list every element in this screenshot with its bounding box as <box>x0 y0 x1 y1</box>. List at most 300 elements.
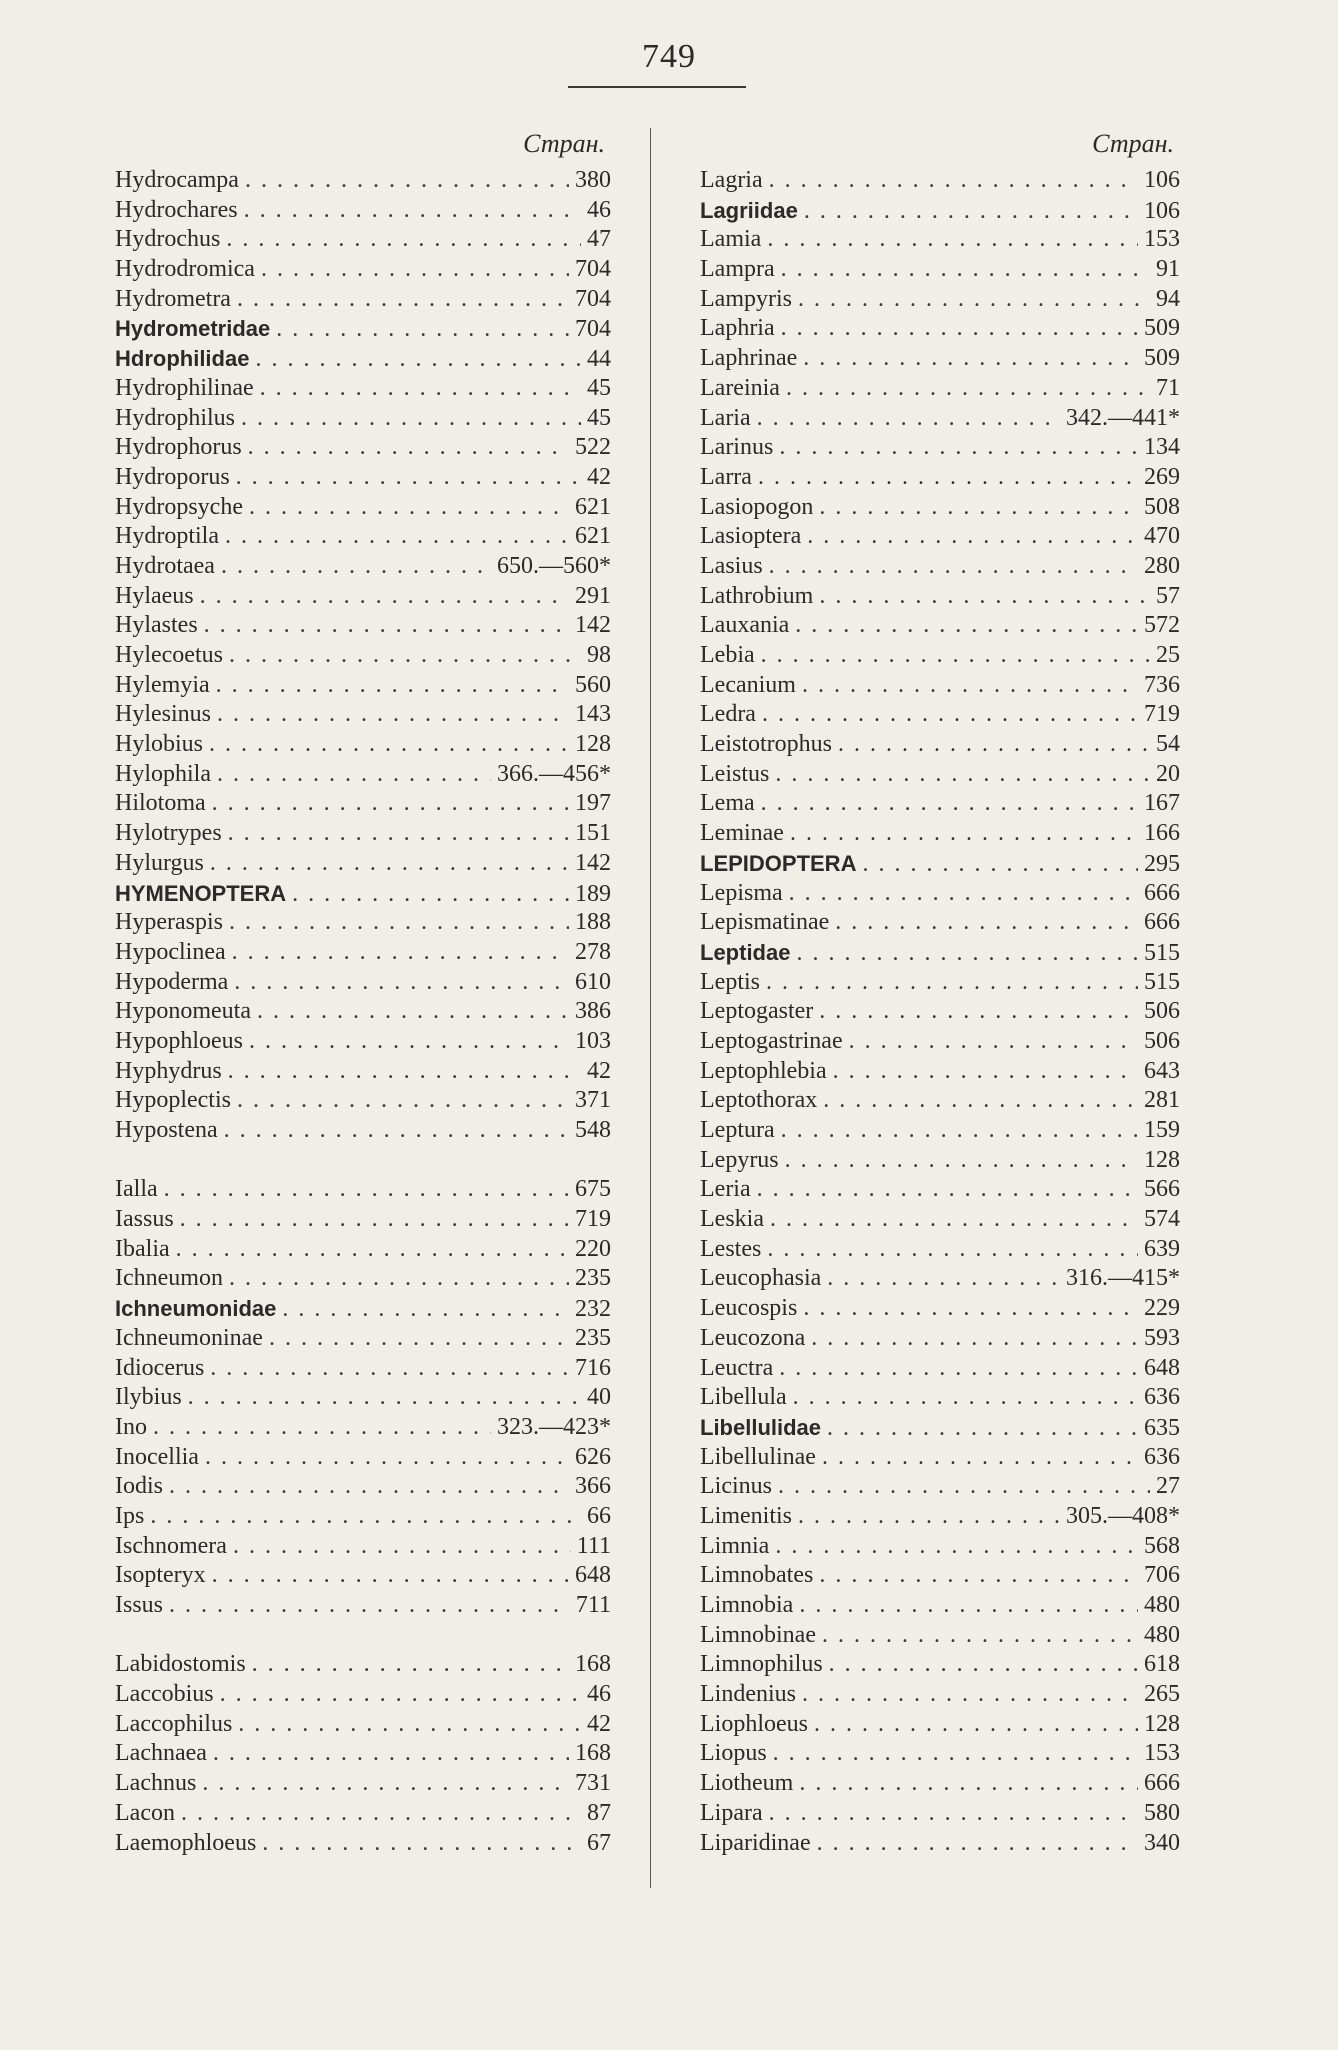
index-entry <box>115 225 611 255</box>
entry-page: 618 <box>1144 1651 1180 1678</box>
entry-name: Larra <box>700 463 752 490</box>
group-spacer <box>115 1621 611 1651</box>
index-entry <box>115 1324 611 1354</box>
dot-leader <box>217 760 491 790</box>
index-entry <box>700 879 1180 909</box>
entry-page: 515 <box>1144 939 1180 966</box>
entry-name: Laphrinae <box>700 345 798 372</box>
entry-name: Hylotrypes <box>115 820 222 847</box>
index-entry <box>700 1116 1180 1146</box>
entry-page: 269 <box>1144 463 1180 490</box>
index-entry <box>700 760 1180 790</box>
index-entry <box>115 1591 611 1621</box>
entry-name: Iodis <box>115 1473 163 1500</box>
entry-name: Hypoderma <box>115 968 229 995</box>
entry-name: Idiocerus <box>115 1354 205 1381</box>
entry-page: 94 <box>1156 285 1180 312</box>
dot-leader <box>210 849 569 879</box>
dot-leader <box>202 1769 569 1799</box>
entry-name: Libellulinae <box>700 1443 816 1470</box>
dot-leader <box>248 433 569 463</box>
entry-name: Issus <box>115 1592 164 1618</box>
entry-page: 151 <box>575 820 611 847</box>
entry-page: 46 <box>587 1681 611 1708</box>
index-entry <box>115 819 611 849</box>
dot-leader <box>153 1413 491 1443</box>
entry-name: Ledra <box>700 701 756 728</box>
dot-leader <box>260 374 581 404</box>
entry-name: Lepyrus <box>700 1146 779 1173</box>
entry-page: 142 <box>575 612 611 639</box>
entry-page: 508 <box>1144 493 1180 520</box>
entry-name: Hydrophorus <box>115 434 242 461</box>
index-entry <box>115 968 611 998</box>
index-entry <box>115 374 611 404</box>
index-entry <box>115 849 611 879</box>
dot-leader <box>292 880 569 910</box>
entry-name: Libellula <box>700 1384 787 1411</box>
entry-page: 316.—415* <box>1066 1265 1180 1292</box>
index-entry <box>115 1561 611 1591</box>
dot-leader <box>769 166 1138 196</box>
index-entry <box>700 404 1180 434</box>
index-entry <box>115 1680 611 1710</box>
entry-name: Leptogaster <box>700 998 814 1025</box>
dot-leader <box>817 1829 1138 1859</box>
index-entry <box>115 344 611 374</box>
entry-page: 111 <box>576 1532 611 1559</box>
entry-page: 323.—423* <box>497 1413 611 1440</box>
dot-leader <box>789 879 1138 909</box>
index-entry <box>115 1086 611 1116</box>
entry-name: Limnobia <box>700 1592 794 1618</box>
entry-name: Labidostomis <box>115 1651 246 1678</box>
entry-name: Ilybius <box>115 1384 182 1411</box>
index-entry <box>115 997 611 1027</box>
index-entry <box>700 1532 1180 1562</box>
dot-leader <box>838 730 1150 760</box>
dot-leader <box>781 314 1138 344</box>
entry-page: 153 <box>1144 226 1180 253</box>
entry-name: Lestes <box>700 1235 762 1262</box>
index-entry <box>700 1710 1180 1740</box>
entry-page: 27 <box>1156 1473 1180 1500</box>
dot-leader <box>823 1086 1138 1116</box>
dot-leader <box>233 1532 571 1562</box>
entry-name: Laemophloeus <box>115 1829 257 1856</box>
entry-name: Hydrochus <box>115 226 221 253</box>
dot-leader <box>269 1324 569 1354</box>
index-entry <box>700 1146 1180 1176</box>
index-entry <box>700 997 1180 1027</box>
entry-name: Ichneumonidae <box>115 1296 277 1322</box>
index-entry <box>700 1057 1180 1087</box>
entry-page: 67 <box>587 1829 611 1856</box>
index-entry <box>700 730 1180 760</box>
dot-leader <box>757 404 1060 434</box>
dot-leader <box>822 1443 1138 1473</box>
entry-name: Lamia <box>700 226 762 253</box>
dot-leader <box>213 1739 569 1769</box>
entry-page: 278 <box>575 938 611 965</box>
dot-leader <box>181 1799 581 1829</box>
entry-name: Lindenius <box>700 1681 796 1708</box>
entry-name: Limnobinae <box>700 1621 816 1648</box>
entry-page: 25 <box>1156 642 1180 668</box>
index-entry <box>115 463 611 493</box>
dot-leader <box>803 1294 1138 1324</box>
entry-name: Hydrophilus <box>115 404 235 431</box>
entry-name: Laccobius <box>115 1681 214 1708</box>
index-entry <box>115 1027 611 1057</box>
dot-leader <box>229 908 569 938</box>
dot-leader <box>217 700 569 730</box>
entry-page: 666 <box>1144 1770 1180 1797</box>
dot-leader <box>204 611 569 641</box>
index-entry <box>115 1739 611 1769</box>
entry-name: Hydropsyche <box>115 493 243 520</box>
entry-page: 675 <box>575 1176 611 1203</box>
dot-leader <box>778 1472 1150 1502</box>
column-header: Стран. <box>523 129 605 158</box>
entry-page: 134 <box>1144 434 1180 461</box>
index-entry <box>700 1621 1180 1651</box>
column-header: Стран. <box>1092 129 1174 158</box>
dot-leader <box>282 1295 569 1325</box>
entry-name: Leuctra <box>700 1354 774 1381</box>
dot-leader <box>819 582 1150 612</box>
index-entry <box>700 1294 1180 1324</box>
index-entry <box>115 582 611 612</box>
dot-leader <box>767 1235 1138 1265</box>
index-entry <box>700 1264 1180 1294</box>
index-entry <box>700 493 1180 523</box>
index-entry <box>115 1532 611 1562</box>
dot-leader <box>226 225 581 255</box>
index-entry <box>115 1829 611 1859</box>
dot-leader <box>779 433 1138 463</box>
entry-page: 719 <box>1144 701 1180 728</box>
dot-leader <box>802 1680 1138 1710</box>
entry-page: 87 <box>587 1799 611 1826</box>
entry-page: 229 <box>1144 1295 1180 1322</box>
index-entry <box>115 314 611 344</box>
dot-leader <box>796 939 1138 969</box>
index-entry <box>700 1413 1180 1443</box>
entry-name: Lasiopogon <box>700 493 814 520</box>
entry-name: Leminae <box>700 820 784 847</box>
entry-name: Leptogastrinae <box>700 1027 843 1054</box>
entry-name: Leistus <box>700 760 770 787</box>
entry-page: 704 <box>575 316 611 343</box>
dot-leader <box>221 552 491 582</box>
group-spacer <box>115 1146 611 1176</box>
dot-leader <box>200 582 569 612</box>
dot-leader <box>779 1354 1138 1384</box>
entry-name: Leptothorax <box>700 1087 818 1114</box>
index-entry <box>700 1027 1180 1057</box>
entry-page: 731 <box>575 1770 611 1797</box>
dot-leader <box>232 938 569 968</box>
entry-page: 265 <box>1144 1681 1180 1708</box>
dot-leader <box>814 1710 1138 1740</box>
entry-page: 57 <box>1156 582 1180 609</box>
dot-leader <box>775 760 1150 790</box>
index-entry <box>700 314 1180 344</box>
entry-page: 515 <box>1144 968 1180 995</box>
entry-name: Hyponomeuta <box>115 998 251 1025</box>
page-number: 749 <box>642 38 696 75</box>
index-entry <box>700 374 1180 404</box>
entry-page: 197 <box>575 790 611 817</box>
dot-leader <box>786 374 1150 404</box>
entry-page: 574 <box>1144 1206 1180 1233</box>
index-entry <box>115 1472 611 1502</box>
entry-name: Lampyris <box>700 285 792 312</box>
entry-name: Lepisma <box>700 879 783 906</box>
dot-leader <box>769 1799 1138 1829</box>
dot-leader <box>241 404 581 434</box>
index-entry <box>700 938 1180 968</box>
dot-leader <box>234 968 569 998</box>
entry-name: Hydrometra <box>115 285 231 312</box>
dot-leader <box>761 641 1150 671</box>
index-entry <box>115 789 611 819</box>
entry-name: Lachnus <box>115 1770 197 1797</box>
entry-page: 46 <box>587 196 611 223</box>
entry-page: 40 <box>587 1384 611 1411</box>
entry-name: Lampra <box>700 256 775 283</box>
dot-leader <box>835 908 1138 938</box>
entry-page: 220 <box>575 1235 611 1262</box>
dot-leader <box>180 1205 569 1235</box>
entry-page: 98 <box>587 642 611 668</box>
index-entry <box>115 552 611 582</box>
entry-page: 666 <box>1144 909 1180 936</box>
dot-leader <box>237 285 569 315</box>
dot-leader <box>261 255 569 285</box>
entry-name: Lagriidae <box>700 197 798 223</box>
entry-name: Leptophlebia <box>700 1057 827 1084</box>
dot-leader <box>819 1561 1138 1591</box>
entry-name: Hydrocampa <box>115 167 239 193</box>
entry-name: Hilotoma <box>115 790 206 817</box>
dot-leader <box>833 1057 1138 1087</box>
entry-name: Lasioptera <box>700 523 802 550</box>
entry-page: 47 <box>587 226 611 253</box>
entry-list <box>700 166 1180 1858</box>
index-entry <box>115 1175 611 1205</box>
index-entry <box>115 700 611 730</box>
entry-name: Libellulidae <box>700 1414 822 1440</box>
entry-name: Laccophilus <box>115 1710 233 1737</box>
entry-name: Hydrophilinae <box>115 374 254 401</box>
index-entry <box>700 1769 1180 1799</box>
dot-leader <box>257 997 569 1027</box>
index-entry <box>115 908 611 938</box>
index-entry <box>700 285 1180 315</box>
index-entry <box>700 196 1180 226</box>
dot-leader <box>249 493 569 523</box>
dot-leader <box>775 1532 1138 1562</box>
entry-page: 548 <box>575 1117 611 1143</box>
dot-leader <box>761 789 1138 819</box>
entry-page: 143 <box>575 701 611 728</box>
dot-leader <box>276 315 569 345</box>
entry-name: Leria <box>700 1176 751 1203</box>
entry-name: Hypostena <box>115 1117 218 1143</box>
entry-name: Hydrotaea <box>115 552 215 579</box>
entry-page: 509 <box>1144 315 1180 342</box>
entry-name: Hyperaspis <box>115 909 223 936</box>
dot-leader <box>762 700 1138 730</box>
dot-leader <box>169 1591 570 1621</box>
index-entry <box>115 285 611 315</box>
index-entry <box>700 522 1180 552</box>
entry-name: Limnia <box>700 1532 770 1559</box>
entry-page: 506 <box>1144 1027 1180 1054</box>
dot-leader <box>827 1264 1060 1294</box>
entry-name: Liophloeus <box>700 1710 808 1737</box>
index-entry <box>115 433 611 463</box>
entry-page: 106 <box>1144 167 1180 193</box>
index-entry <box>115 1650 611 1680</box>
entry-name: Hdrophilidae <box>115 346 250 372</box>
index-entry <box>700 671 1180 701</box>
entry-name: Leskia <box>700 1206 764 1233</box>
entry-page: 711 <box>575 1592 611 1618</box>
dot-leader <box>228 819 569 849</box>
dot-leader <box>252 1650 569 1680</box>
index-entry <box>115 1116 611 1146</box>
dot-leader <box>803 344 1138 374</box>
dot-leader <box>819 997 1138 1027</box>
entry-name: Ips <box>115 1502 145 1529</box>
entry-page: 509 <box>1144 345 1180 372</box>
index-entry <box>700 849 1180 879</box>
index-entry <box>700 1235 1180 1265</box>
index-entry <box>700 255 1180 285</box>
entry-page: 44 <box>587 346 611 373</box>
entry-page: 635 <box>1144 1414 1180 1441</box>
index-entry <box>700 1086 1180 1116</box>
index-entry <box>700 968 1180 998</box>
index-entry <box>115 1235 611 1265</box>
entry-page: 704 <box>575 285 611 312</box>
dot-leader <box>811 1324 1138 1354</box>
dot-leader <box>799 1769 1138 1799</box>
entry-name: Limnobates <box>700 1562 814 1589</box>
entry-name: Lauxania <box>700 612 790 639</box>
dot-leader <box>210 1354 569 1384</box>
column-divider <box>650 128 651 1888</box>
entry-name: Lareinia <box>700 374 780 401</box>
entry-name: Leptis <box>700 968 760 995</box>
index-entry <box>115 404 611 434</box>
dot-leader <box>220 1680 581 1710</box>
dot-leader <box>209 730 569 760</box>
entry-page: 568 <box>1144 1532 1180 1559</box>
index-entry <box>700 1591 1180 1621</box>
index-entry <box>115 879 611 909</box>
entry-name: Iassus <box>115 1206 174 1233</box>
entry-page: 522 <box>575 434 611 461</box>
entry-name: Ibalia <box>115 1235 170 1262</box>
entry-page: 342.—441* <box>1066 404 1180 431</box>
entry-name: Hydroptila <box>115 523 219 550</box>
index-column-left <box>115 122 611 1858</box>
index-entry <box>700 789 1180 819</box>
dot-leader <box>795 611 1138 641</box>
entry-page: 128 <box>575 731 611 758</box>
entry-name: Limnophilus <box>700 1651 823 1678</box>
entry-name: Leucophasia <box>700 1265 822 1292</box>
entry-page: 235 <box>575 1324 611 1351</box>
dot-leader <box>862 850 1138 880</box>
entry-name: Leptura <box>700 1117 775 1143</box>
entry-page: 366 <box>575 1473 611 1500</box>
index-entry <box>115 1769 611 1799</box>
dot-leader <box>262 1829 581 1859</box>
dot-leader <box>829 1650 1138 1680</box>
entry-name: Hylophila <box>115 760 211 787</box>
index-entry <box>700 1443 1180 1473</box>
dot-leader <box>229 1264 569 1294</box>
entry-page: 366.—456* <box>497 760 611 787</box>
entry-page: 716 <box>575 1354 611 1381</box>
dot-leader <box>188 1383 581 1413</box>
entry-name: Licinus <box>700 1473 772 1500</box>
entry-page: 639 <box>1144 1235 1180 1262</box>
entry-name: Lathrobium <box>700 582 814 609</box>
entry-page: 506 <box>1144 998 1180 1025</box>
dot-leader <box>827 1414 1138 1444</box>
index-entry <box>700 1175 1180 1205</box>
entry-name: Limenitis <box>700 1502 792 1529</box>
index-entry <box>700 1205 1180 1235</box>
dot-leader <box>849 1027 1138 1057</box>
entry-page: 643 <box>1144 1057 1180 1084</box>
entry-page: 636 <box>1144 1384 1180 1411</box>
entry-name: Larinus <box>700 434 774 461</box>
entry-name: Lecanium <box>700 671 796 698</box>
entry-page: 159 <box>1144 1117 1180 1143</box>
header-rule <box>568 86 746 88</box>
entry-name: Liotheum <box>700 1770 794 1797</box>
entry-page: 626 <box>575 1443 611 1470</box>
dot-leader <box>802 671 1138 701</box>
entry-page: 566 <box>1144 1176 1180 1203</box>
entry-page: 91 <box>1156 256 1180 283</box>
entry-page: 188 <box>575 909 611 936</box>
entry-name: Hylobius <box>115 731 204 758</box>
entry-name: Hylemyia <box>115 671 210 698</box>
entry-page: 142 <box>575 849 611 876</box>
index-entry <box>700 1383 1180 1413</box>
index-entry <box>700 433 1180 463</box>
index-entry <box>700 552 1180 582</box>
dot-leader <box>169 1472 569 1502</box>
index-entry <box>700 1739 1180 1769</box>
dot-leader <box>804 197 1138 227</box>
entry-page: 340 <box>1144 1829 1180 1856</box>
entry-name: Hylecoetus <box>115 642 223 668</box>
index-entry <box>115 1383 611 1413</box>
dot-leader <box>781 1116 1138 1146</box>
index-entry <box>700 1799 1180 1829</box>
index-entry <box>115 1205 611 1235</box>
entry-list <box>115 166 611 1858</box>
